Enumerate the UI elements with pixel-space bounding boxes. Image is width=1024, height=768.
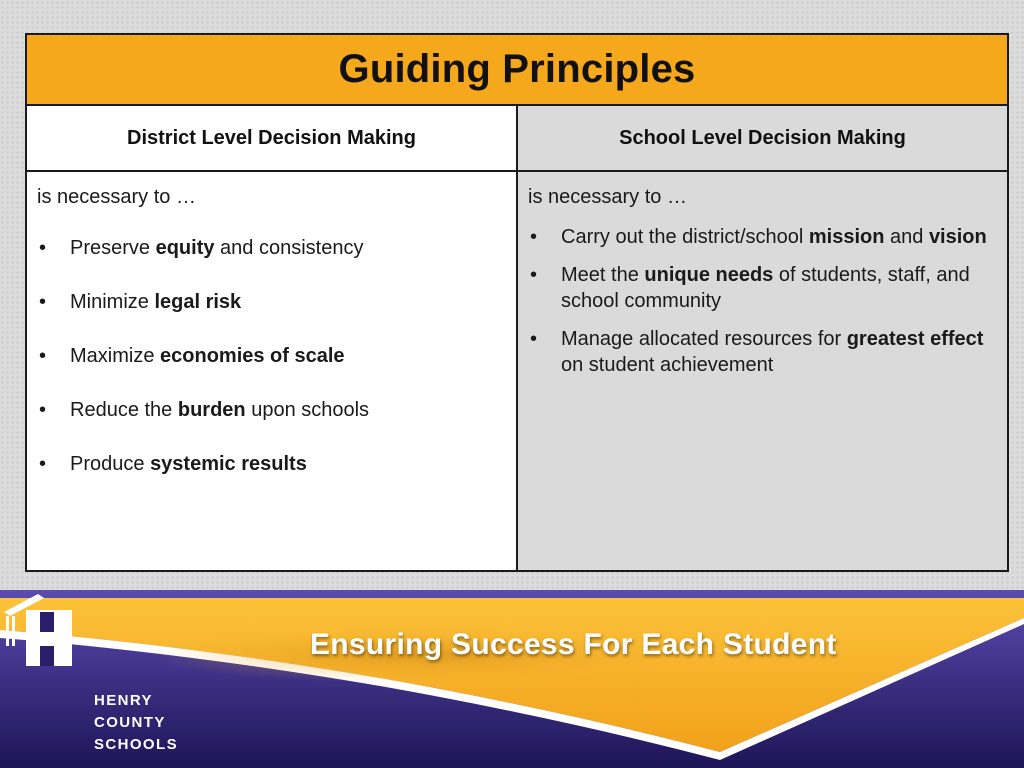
list-item: • Maximize economies of scale [39, 345, 345, 367]
bullet-icon: • [39, 237, 47, 259]
henry-county-h-logo-icon [0, 590, 76, 668]
school-bullet-list [528, 224, 997, 378]
district-column [27, 106, 518, 570]
bullet-icon: • [39, 399, 47, 421]
district-column-header: District Level Decision Making [27, 106, 516, 172]
list-item: • Manage allocated resources for greatest effect on student achievement [530, 328, 984, 376]
footer-banner [0, 590, 1024, 768]
district-bullet-list [37, 235, 506, 477]
list-item: • Reduce the burden upon schools [39, 399, 370, 421]
bullet-icon: • [530, 328, 538, 350]
school-column-body [518, 172, 1007, 378]
title-bar [27, 35, 1007, 106]
logo-text: HENRY COUNTY SCHOOLS [94, 692, 178, 753]
list-item: • Carry out the district/school mission and vision [530, 226, 987, 248]
bullet-icon: • [39, 291, 47, 313]
bullet-icon: • [530, 264, 538, 286]
district-column-body [27, 172, 516, 477]
footer-tagline: Ensuring Success For Each Student [310, 628, 837, 661]
list-item: • Minimize legal risk [39, 291, 242, 313]
school-column [518, 106, 1007, 570]
list-item: • Meet the unique needs of students, staff, and school community [530, 264, 970, 312]
bullet-icon: • [39, 345, 47, 367]
school-column-header: School Level Decision Making [518, 106, 1007, 172]
principles-table [25, 33, 1009, 572]
bullet-icon: • [39, 453, 47, 475]
page-title: Guiding Principles [338, 47, 696, 91]
district-intro: is necessary to … [37, 186, 196, 208]
list-item: • Preserve equity and consistency [39, 237, 364, 259]
list-item: • Produce systemic results [39, 453, 307, 475]
bullet-icon: • [530, 226, 538, 248]
school-intro: is necessary to … [528, 186, 687, 208]
